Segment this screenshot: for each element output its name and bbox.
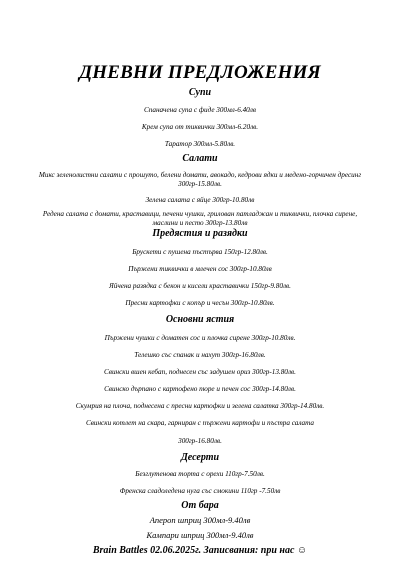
menu-item: Редена салата с домати, краставици, печени чушки, грилован патладжан и тиквички, плочка сирене, маслини и песто 300гр-13.80лв bbox=[42, 210, 358, 227]
menu-item: Свински вшен кебап, поднесен със задушен ориз 300гр-13.80лв. bbox=[104, 368, 296, 376]
menu-item: Брускети с пушена пъстърва 150гр-12.80лв. bbox=[132, 248, 268, 256]
menu-item: Свински котлет на скара, гарниран с пържени картофи и пъстра салата bbox=[85, 419, 315, 427]
section-heading-salads: Салати bbox=[182, 153, 218, 164]
menu-item: Пържени чушки с доматен сос и плочка сирене 300гр-10.80лв. bbox=[104, 334, 296, 342]
section-heading-mains: Основни ястия bbox=[165, 314, 235, 325]
menu-item: Безглутенова торта с орехи 110гр-7.50лв. bbox=[135, 470, 265, 478]
menu-item: Яйчена разядка с бекон и кисели краставички 150гр-9.80лв. bbox=[109, 282, 291, 290]
section-heading-desserts: Десерти bbox=[180, 452, 220, 463]
menu-item: Апероп шприц 300мл-9.40лв bbox=[149, 515, 251, 525]
menu-item: Микс зеленолистни салати с прошуто, белени домати, авокадо, кедрови ядки и медено-горчичен дресинг 300гр-15.80лв. bbox=[38, 171, 362, 188]
menu-item: Френска сладоледена нуга със смокини 110гр -7.50лв bbox=[119, 487, 281, 495]
menu-item: Свинско дърпано с картофено пюре и печен сос 300гр-14.80лв. bbox=[104, 385, 296, 393]
page-title: ДНЕВНИ ПРЕДЛОЖЕНИЯ bbox=[79, 62, 321, 83]
menu-item: Пресни картофки с копър и чесън 300гр-10.80лв. bbox=[125, 299, 275, 307]
section-heading-bar: От бара bbox=[181, 500, 219, 511]
event-footer: Brain Battles 02.06.2025г. Записвания: при нас ☺ bbox=[92, 545, 308, 556]
menu-item: Скумрия на плоча, поднесена с пресни картофки и зелена салатка 300гр-14.80лв. bbox=[75, 402, 325, 410]
section-heading-soups: Супи bbox=[188, 87, 212, 98]
menu-item: Крем супа от тиквички 300мл-6.20лв. bbox=[141, 123, 259, 131]
menu-item: Спаначена супа с фиде 300мл-6.40лв bbox=[143, 106, 257, 114]
menu-item: Таратор 300мл-5.80лв. bbox=[164, 140, 236, 148]
menu-item: Зелена салата с яйце 300гр-10.80лв bbox=[145, 196, 255, 204]
menu-item: Телешко със спанак и нахут 300гр-16.80лв. bbox=[134, 351, 266, 359]
menu-item: Кампари шприц 300мл-9.40лв bbox=[146, 530, 254, 540]
menu-item: Пържени тиквички в млечен сос 300гр-10.80лв bbox=[128, 265, 272, 273]
menu-item: 300гр-16.80лв. bbox=[178, 437, 222, 445]
section-heading-starters: Предястия и разядки bbox=[152, 228, 248, 239]
